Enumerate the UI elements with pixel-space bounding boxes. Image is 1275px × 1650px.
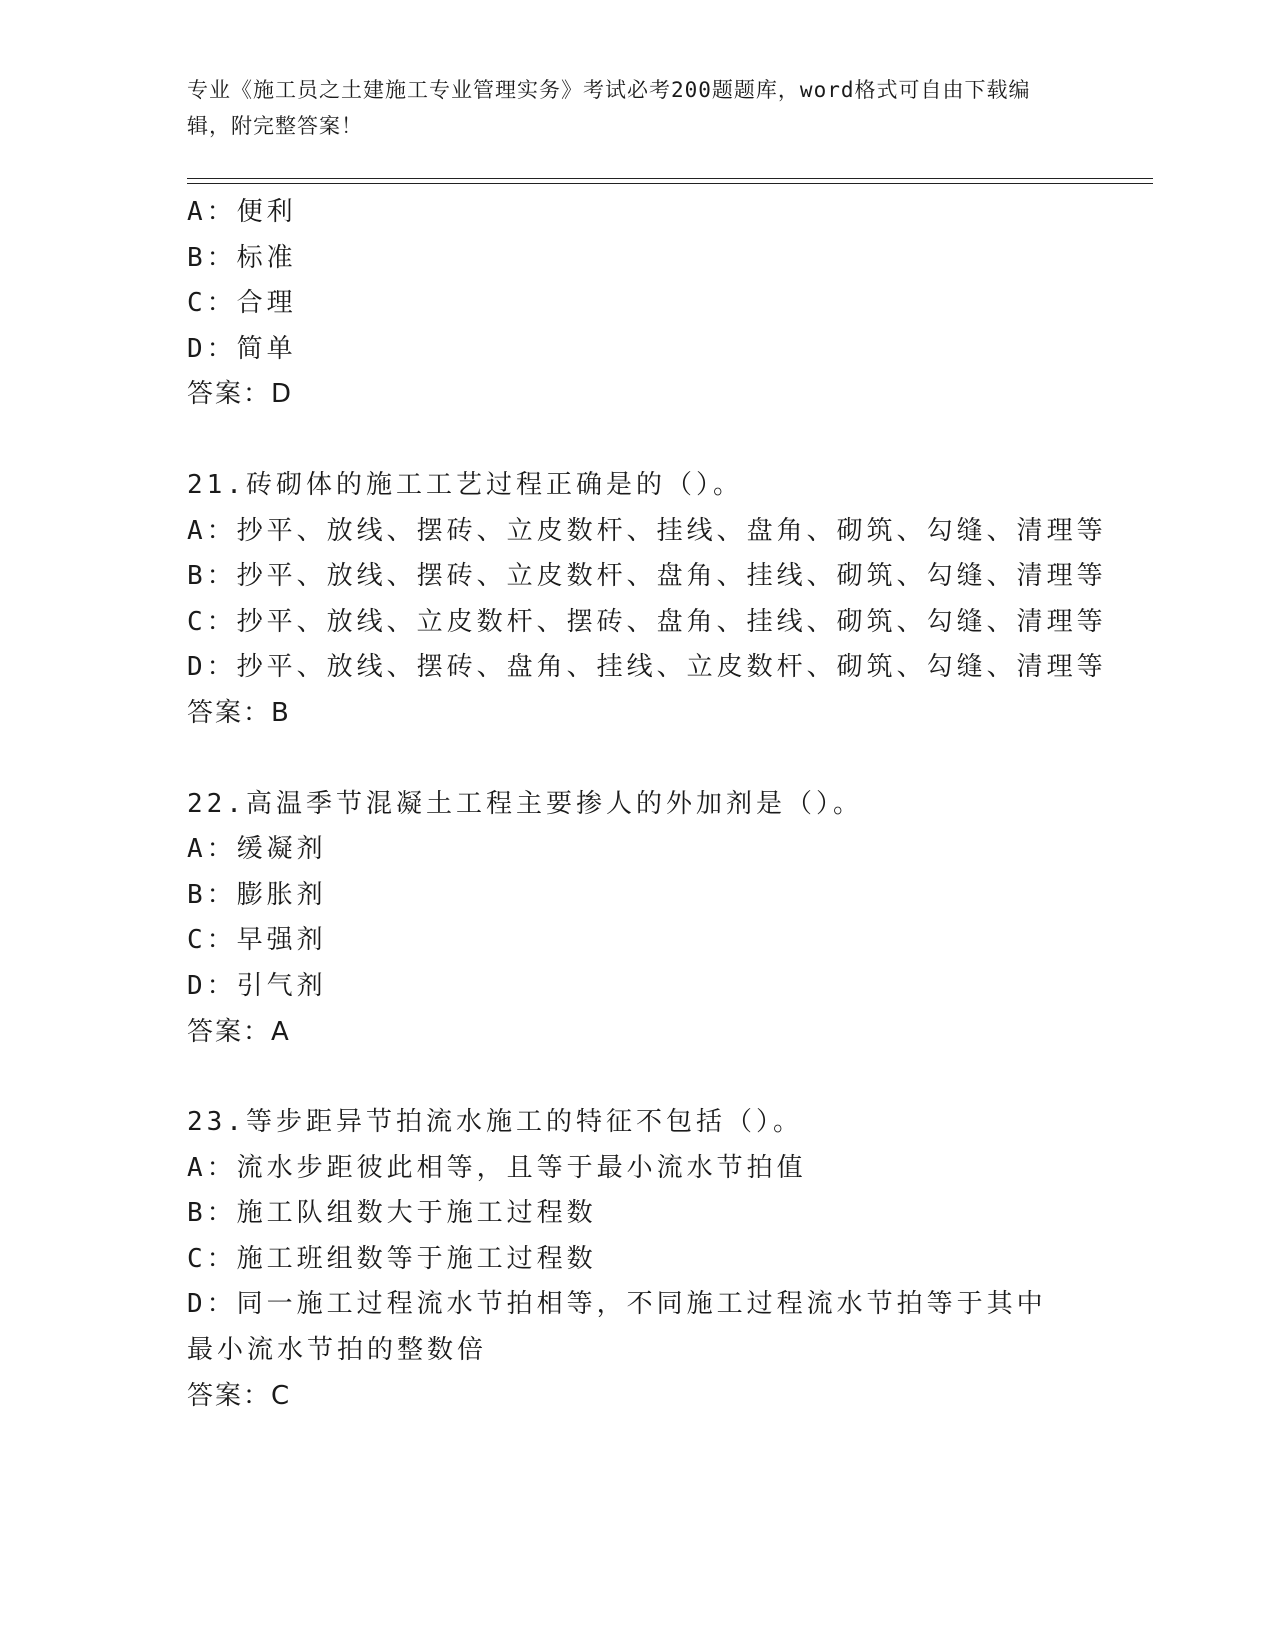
- header-divider-top: [187, 178, 1153, 179]
- question-text: 23.等步距异节拍流水施工的特征不包括（）。: [187, 1107, 803, 1138]
- option-a: A：流水步距彼此相等，且等于最小流水节拍值: [187, 1152, 807, 1183]
- question-list: [187, 190, 1107, 1419]
- option-a: A：便利: [187, 197, 297, 227]
- option-c: C：合理: [187, 288, 297, 319]
- option-a: A：抄平、放线、摆砖、立皮数杆、挂线、盘角、砌筑、勾缝、清理等: [187, 515, 1107, 546]
- question-text: 21.砖砌体的施工工艺过程正确是的（）。: [187, 469, 743, 500]
- header-divider-bottom: [187, 183, 1153, 184]
- option-d: D：简单: [187, 333, 297, 364]
- question-block: [187, 1100, 1087, 1419]
- answer: 答案：D: [187, 379, 294, 410]
- block-spacer: [187, 737, 1087, 782]
- option-a: A：缓凝剂: [187, 834, 327, 865]
- option-b: B：标准: [187, 242, 297, 273]
- answer: 答案：A: [187, 1016, 291, 1047]
- option-d: D：同一施工过程流水节拍相等，不同施工过程流水节拍等于其中最小流水节拍的整数倍: [187, 1289, 1047, 1366]
- question-text: 22.高温季节混凝土工程主要掺人的外加剂是（）。: [187, 788, 863, 819]
- option-c: C：抄平、放线、立皮数杆、摆砖、盘角、挂线、砌筑、勾缝、清理等: [187, 606, 1107, 637]
- answer: 答案：B: [187, 697, 291, 728]
- answer: 答案：C: [187, 1380, 292, 1411]
- option-c: C：早强剂: [187, 925, 327, 956]
- block-spacer: [187, 1055, 1087, 1100]
- option-b: B：抄平、放线、摆砖、立皮数杆、盘角、挂线、砌筑、勾缝、清理等: [187, 561, 1107, 592]
- option-b: B：膨胀剂: [187, 879, 327, 910]
- question-block: [187, 190, 1087, 418]
- question-block: [187, 782, 1087, 1056]
- option-c: C：施工班组数等于施工过程数: [187, 1243, 597, 1274]
- option-b: B：施工队组数大于施工过程数: [187, 1198, 597, 1229]
- block-spacer: [187, 418, 1087, 463]
- document-header: 专业《施工员之土建施工专业管理实务》考试必考200题题库，word格式可自由下载编辑，附完整答案！: [187, 78, 1031, 138]
- option-d: D：引气剂: [187, 970, 327, 1001]
- option-d: D：抄平、放线、摆砖、盘角、挂线、立皮数杆、砌筑、勾缝、清理等: [187, 652, 1107, 683]
- question-block: [187, 463, 1107, 737]
